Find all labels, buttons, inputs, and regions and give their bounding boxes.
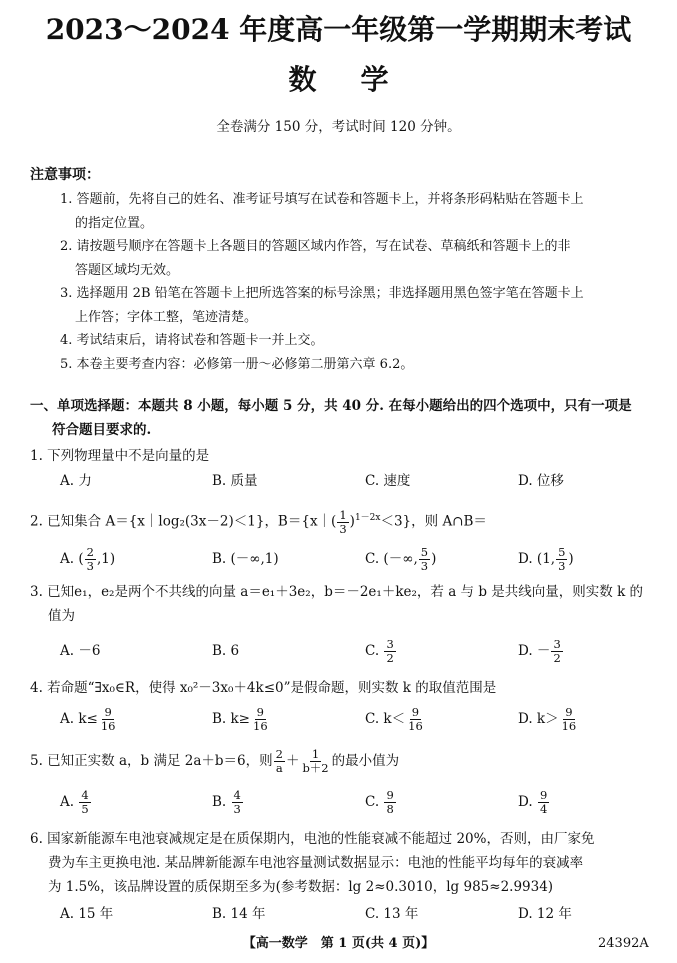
option-b: B. (－∞,1) <box>212 551 279 567</box>
q2-exponent: 1－2x <box>354 513 381 523</box>
notice-line: 5. 本卷主要考查内容：必修第一册～必修第二册第六章 6.2。 <box>60 356 414 372</box>
notice-line: 2. 请按题号顺序在答题卡上各题目的答题区域内作答，写在试卷、草稿纸和答题卡上的非 <box>60 239 571 254</box>
option-a: A. －6 <box>60 643 101 659</box>
option-c: C. 速度 <box>365 473 411 489</box>
section-line: 一、单项选择题：本题共 8 小题，每小题 5 分，共 40 分. 在每小题给出的四个选项中，只有一项是 <box>30 398 632 414</box>
question-1-options <box>60 467 660 495</box>
option-d: D. 12 年 <box>518 906 572 922</box>
q6-line: 为 1.5%，该品牌设置的质保期至多为(参考数据：lg 2≈0.3010，lg 985≈2.9934) <box>48 879 554 895</box>
option-d: D. － $\frac{3}{2}$ <box>518 637 561 665</box>
notice-line: 1. 答题前，先将自己的姓名、准考证号填写在试卷和答题卡上，并将条形码粘贴在答题卡上 <box>60 192 584 207</box>
notice-title: 注意事项： <box>30 167 100 183</box>
notice-line: 上作答；字体工整，笔迹清楚。 <box>75 309 258 325</box>
option-c: C. k＜ $\frac{9}{16}$ <box>365 705 423 733</box>
section-line: 符合题目要求的. <box>52 422 152 438</box>
section-heading <box>30 394 655 442</box>
notice-item <box>60 353 655 377</box>
q2-prefix: 2. 已知集合 <box>30 513 106 530</box>
notice-item <box>60 188 655 235</box>
option-c: C. $\frac{9}{8}$ <box>365 788 394 816</box>
option-b: B. 6 <box>212 643 240 659</box>
option-c: C. (－∞, $\frac{5}{3}$ ) <box>365 545 437 573</box>
option-a: A. ( $\frac{2}{3}$ ,1) <box>60 545 116 573</box>
notice-item <box>60 329 655 353</box>
question-4-stem: 4. 若命题“∃x₀∈R，使得 x₀²－3x₀＋4k≤0”是假命题，则实数 k 的取值范围是 <box>30 680 497 696</box>
option-a: A. k≤ $\frac{9}{16}$ <box>60 705 116 733</box>
notice-item <box>60 235 655 282</box>
option-d: D. $\frac{9}{4}$ <box>518 788 548 816</box>
subject-title: 数学 <box>288 63 433 96</box>
q2-base-fraction: $\frac{1}{3}$ <box>339 507 347 536</box>
q2-set-b-post: ) <box>349 513 355 530</box>
question-1-stem: 1. 下列物理量中不是向量的是 <box>30 448 210 464</box>
option-b: B. 质量 <box>212 473 258 489</box>
q5-fraction-1: $\frac{2}{a}$ <box>275 747 283 775</box>
option-b: B. k≥ $\frac{9}{16}$ <box>212 705 268 733</box>
q5-fraction-2: $\frac{1}{b+2}$ <box>302 747 329 775</box>
question-6-stem <box>30 827 655 899</box>
option-b: B. $\frac{4}{3}$ <box>212 788 241 816</box>
question-5-stem: 5. 已知正实数 a，b 满足 2a＋b＝6，则 $\frac{2}{a}$ ＋ $\frac{1}{b+2}$ 的最小值为 <box>30 747 400 775</box>
notice-line: 的指定位置。 <box>75 215 154 231</box>
q6-line: 6. 国家新能源车电池衰减规定是在质保期内，电池的性能衰减不能超过 20%，否则，由厂家免 <box>30 831 595 847</box>
q2-tail: ＜3}，则 A∩B＝ <box>380 513 487 530</box>
option-a: A. 15 年 <box>60 906 114 922</box>
q2-set-b-pre: ，B＝{x｜( <box>264 513 337 530</box>
question-6-options <box>60 900 660 928</box>
notice-line: 4. 考试结束后，请将试卷和答题卡一并上交。 <box>60 333 324 348</box>
paper-code: 24392A <box>598 936 649 951</box>
page-footer: 【高一数学 第 1 页(共 4 页)】 <box>242 936 435 951</box>
option-c: C. 13 年 <box>365 906 419 922</box>
notice-item <box>60 282 655 329</box>
question-2-stem <box>30 504 655 536</box>
exam-info: 全卷满分 150 分，考试时间 120 分钟。 <box>216 119 461 135</box>
notice-line: 3. 选择题用 2B 铅笔在答题卡上把所选答案的标号涂黑；非选择题用黑色签字笔在答题卡上 <box>60 286 584 301</box>
exam-title: 2023～2024 年度高一年级第一学期期末考试 <box>45 13 632 46</box>
option-d: D. k＞ $\frac{9}{16}$ <box>518 705 577 733</box>
question-5-options <box>60 788 660 816</box>
question-3-options <box>60 637 660 665</box>
option-c: C. $\frac{3}{2}$ <box>365 637 394 665</box>
question-4-options <box>60 705 660 733</box>
question-3-stem <box>30 580 655 628</box>
option-a: A. $\frac{4}{5}$ <box>60 788 89 816</box>
notice-line: 答题区域均无效。 <box>75 262 180 278</box>
option-d: D. (1, $\frac{5}{3}$ ) <box>518 545 574 573</box>
option-b: B. 14 年 <box>212 906 266 922</box>
q3-line: 3. 已知e₁，e₂是两个不共线的向量 a＝e₁＋3e₂，b＝－2e₁＋ke₂，若 a 与 b 是共线向量，则实数 k 的 <box>30 584 644 600</box>
q2-set-a: A＝{x｜log₂(3x－2)＜1} <box>105 513 265 530</box>
q3-line: 值为 <box>48 608 75 624</box>
option-a: A. 力 <box>60 473 92 489</box>
option-d: D. 位移 <box>518 473 564 489</box>
q6-line: 费为车主更换电池. 某品牌新能源车电池容量测试数据显示：电池的性能平均每年的衰减率 <box>48 855 584 871</box>
notice-list <box>60 188 655 376</box>
question-2-options <box>60 545 660 573</box>
